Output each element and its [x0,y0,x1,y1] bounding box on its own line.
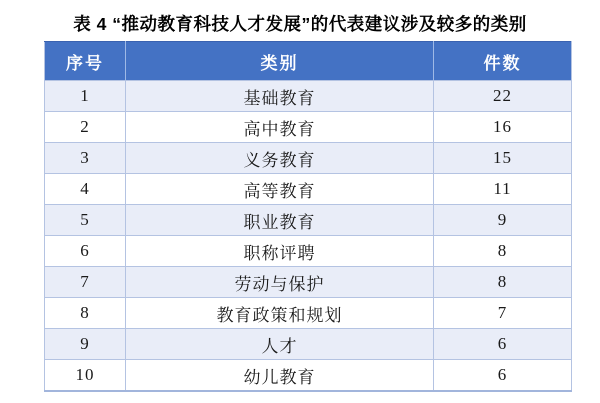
count-cell: 16 [434,112,572,143]
row-number-cell: 3 [45,143,126,174]
table-row [45,236,572,267]
row-number-cell: 8 [45,298,126,329]
count-cell: 11 [434,174,572,205]
category-cell: 高中教育 [126,112,434,143]
table-body [45,81,572,392]
count-cell: 7 [434,298,572,329]
row-number-cell: 10 [45,360,126,392]
row-number-cell: 5 [45,205,126,236]
table-row [45,81,572,112]
row-number-cell: 1 [45,81,126,112]
col-header-count: 件数 [434,42,572,81]
table-caption: 表 4 “推动教育科技人才发展”的代表建议涉及较多的类别 [73,14,527,34]
table-row [45,174,572,205]
data-table [44,41,572,392]
category-cell: 职称评聘 [126,236,434,267]
col-header-category: 类别 [126,42,434,81]
table-row [45,360,572,392]
table-row [45,298,572,329]
row-number-cell: 6 [45,236,126,267]
col-header-no: 序号 [45,42,126,81]
row-number-cell: 4 [45,174,126,205]
category-cell: 教育政策和规划 [126,298,434,329]
table-row [45,143,572,174]
table-header [45,42,572,81]
row-number-cell: 9 [45,329,126,360]
category-cell: 高等教育 [126,174,434,205]
category-cell: 劳动与保护 [126,267,434,298]
row-number-cell: 2 [45,112,126,143]
count-cell: 6 [434,360,572,392]
table-row [45,267,572,298]
category-cell: 义务教育 [126,143,434,174]
count-cell: 15 [434,143,572,174]
category-cell: 职业教育 [126,205,434,236]
category-cell: 人才 [126,329,434,360]
count-cell: 22 [434,81,572,112]
count-cell: 6 [434,329,572,360]
table-row [45,205,572,236]
header-row [45,42,572,81]
category-cell: 幼儿教育 [126,360,434,392]
count-cell: 9 [434,205,572,236]
table-row [45,112,572,143]
count-cell: 8 [434,236,572,267]
row-number-cell: 7 [45,267,126,298]
count-cell: 8 [434,267,572,298]
table-row [45,329,572,360]
category-cell: 基础教育 [126,81,434,112]
